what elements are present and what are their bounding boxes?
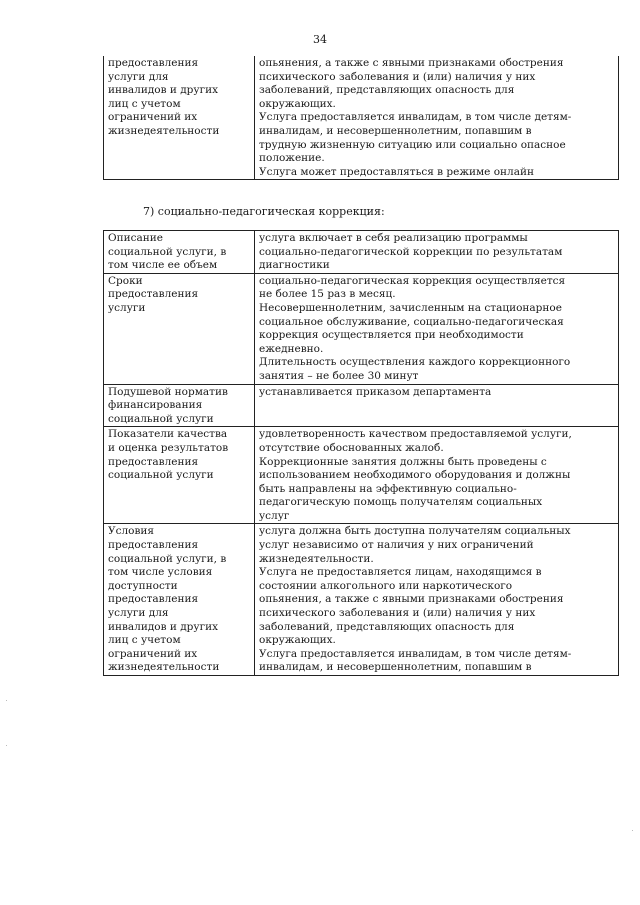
value-line: опьянения, а также с явными признаками обострения [259, 57, 564, 69]
label-line: Подушевой норматив [108, 385, 228, 398]
value-line: ежедневно. [259, 342, 324, 355]
value-line: положение. [259, 152, 325, 165]
table-row [104, 384, 619, 427]
continued-service-table [103, 56, 619, 180]
value-line: отсутствие обоснованных жалоб. [259, 441, 444, 454]
label-line: предоставления [108, 539, 199, 552]
label-line: том числе условия [108, 566, 213, 579]
value-line: окружающих. [259, 97, 336, 110]
table-row [104, 524, 619, 676]
value-line: Услуга не предоставляется лицам, находящимся в [259, 566, 542, 579]
label-line: инвалидов и других [108, 620, 218, 633]
scan-speck [6, 700, 7, 701]
value-line: состоянии алкогольного или наркотического [259, 579, 513, 592]
row-label-cell [104, 427, 255, 524]
value-line: Услуга может предоставляться в режиме онлайн [259, 165, 534, 178]
value-line: социальное обслуживание, социально-педагогическая [259, 315, 564, 328]
value-line: Коррекционные занятия должны быть проведены с [259, 455, 547, 468]
row-label-cell [104, 231, 255, 274]
label-line: доступности [108, 579, 178, 592]
value-line: коррекция осуществляется при необходимости [259, 329, 524, 342]
value-line: использованием необходимого оборудования и должны [259, 469, 571, 482]
row-value-cell [255, 273, 619, 384]
label-line: ограничений их [108, 111, 198, 124]
section-heading: 7) социально-педагогическая коррекция: [143, 205, 385, 218]
row-value-cell [255, 384, 619, 427]
page-number: 34 [313, 33, 327, 46]
value-line: Несовершеннолетним, зачисленным на стационарное [259, 301, 562, 314]
row-label-cell [104, 524, 255, 676]
value-line: заболеваний, представляющих опасность для [259, 620, 515, 633]
value-line: окружающих. [259, 634, 336, 647]
label-line: предоставления [108, 593, 199, 606]
row-value-cell [255, 524, 619, 676]
value-line: диагностики [259, 259, 330, 272]
value-line: трудную жизненную ситуацию или социально опасное [259, 138, 566, 151]
value-line: инвалидам, и несовершеннолетним, попавшим в [259, 124, 532, 137]
value-line: устанавливается приказом департамента [259, 385, 492, 398]
label-line: инвалидов и других [108, 84, 218, 97]
value-line: занятия – не более 30 минут [259, 369, 419, 382]
social-pedagogical-correction-table [103, 230, 619, 676]
value-line: Услуга предоставляется инвалидам, в том числе детям- [259, 111, 572, 124]
value-line: заболеваний, представляющих опасность для [259, 84, 515, 97]
label-line: услуги для [108, 607, 169, 620]
label-line: социальной услуги [108, 469, 214, 482]
value-line: Услуга предоставляется инвалидам, в том числе детям- [259, 647, 572, 660]
table-body [104, 56, 619, 180]
label-line: финансирования [108, 399, 203, 412]
table-row [104, 427, 619, 524]
label-line: лиц с учетом [108, 97, 181, 110]
value-line: услуга должна быть доступна получателям социальных [259, 525, 571, 538]
value-line: психического заболевания и (или) наличия у них [259, 607, 536, 620]
label-line: социальной услуги, в [108, 552, 227, 565]
value-line: инвалидам, и несовершеннолетним, попавшим в [259, 661, 532, 674]
label-line: ограничений их [108, 647, 198, 660]
table-body [104, 231, 619, 676]
label-line: социальной услуги, в [108, 245, 227, 258]
value-line: удовлетворенность качеством предоставляемой услуги, [259, 428, 572, 441]
label-line: и оценка результатов [108, 441, 229, 454]
label-line: услуги для [108, 70, 169, 83]
value-line: психического заболевания и (или) наличия у них [259, 70, 536, 83]
label-line: Условия [108, 525, 154, 538]
row-value-cell [255, 56, 619, 180]
table-row [104, 231, 619, 274]
table-row [104, 56, 619, 180]
label-line: том числе ее объем [108, 259, 218, 272]
value-line: услуг независимо от наличия у них ограничений [259, 539, 534, 552]
label-line: жизнедеятельности [108, 661, 220, 674]
label-line: жизнедеятельности [108, 124, 220, 137]
scan-speck [6, 745, 7, 746]
value-line: социально-педагогической коррекции по результатам [259, 245, 563, 258]
label-line: Показатели качества [108, 428, 228, 441]
value-line: не более 15 раз в месяц. [259, 288, 396, 301]
label-line: предоставления [108, 57, 199, 69]
value-line: Длительность осуществления каждого коррекционного [259, 356, 571, 369]
row-label-cell [104, 56, 255, 180]
value-line: услуг [259, 509, 290, 522]
table-row [104, 273, 619, 384]
row-label-cell [104, 384, 255, 427]
row-value-cell [255, 231, 619, 274]
value-line: опьянения, а также с явными признаками обострения [259, 593, 564, 606]
scan-speck [632, 830, 633, 831]
label-line: Сроки [108, 274, 143, 287]
value-line: социально-педагогическая коррекция осуществляется [259, 274, 566, 287]
value-line: быть направлены на эффективную социально- [259, 482, 517, 495]
label-line: услуги [108, 301, 146, 314]
value-line: педагогическую помощь получателям социальных [259, 496, 543, 509]
row-value-cell [255, 427, 619, 524]
label-line: предоставления [108, 288, 199, 301]
label-line: лиц с учетом [108, 634, 181, 647]
value-line: услуга включает в себя реализацию программы [259, 232, 528, 244]
row-label-cell [104, 273, 255, 384]
value-line: жизнедеятельности. [259, 552, 374, 565]
label-line: предоставления [108, 455, 199, 468]
label-line: социальной услуги [108, 412, 214, 425]
label-line: Описание [108, 232, 163, 244]
